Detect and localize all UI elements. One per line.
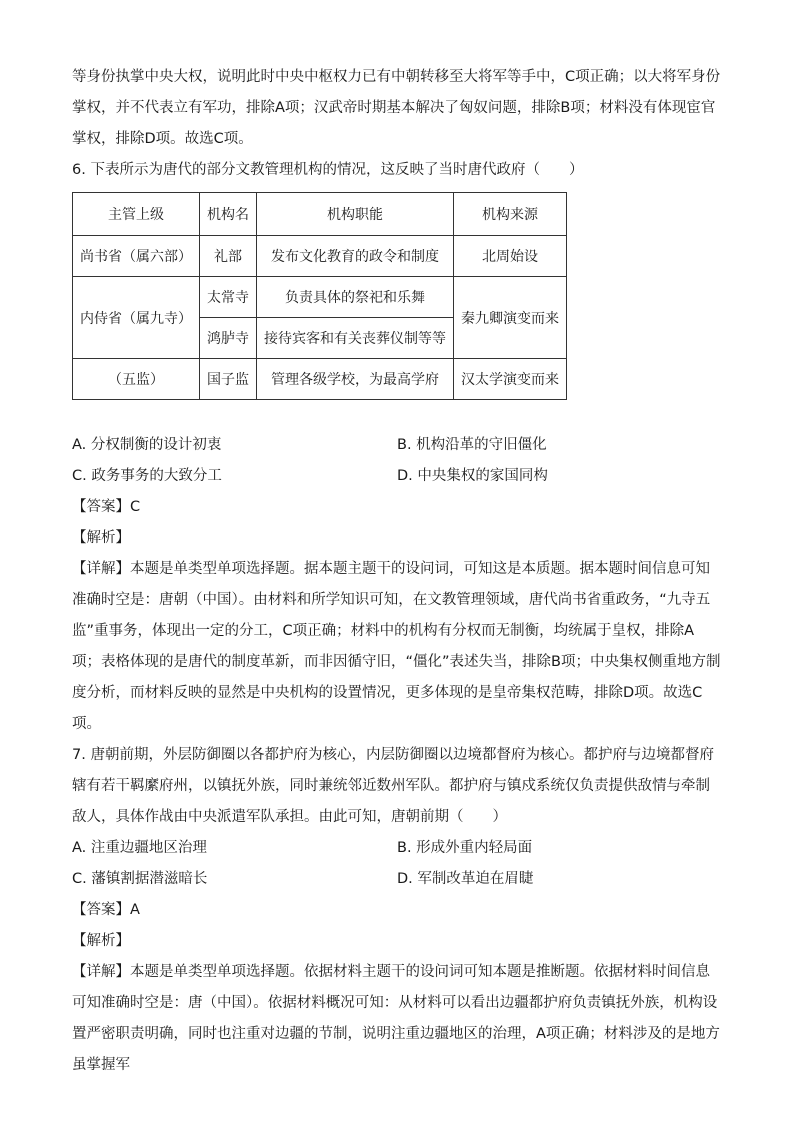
header-supervisor: 主管上级	[73, 193, 200, 236]
table-cell: 内侍省（属九寺）	[73, 277, 200, 359]
header-function: 机构职能	[257, 193, 454, 236]
table-cell: 负责具体的祭祀和乐舞	[257, 277, 454, 318]
option-c: C. 藩镇割据潜滋暗长	[72, 871, 208, 887]
question-7-stem: 7. 唐朝前期，外层防御圈以各都护府为核心，内层防御圈以边境都督府为核心。都护府与边境都督府辖有若干羁縻府州，以镇抚外族，同时兼统邻近数州军队。都护府与镇戍系统仅负责提供敌情与牵制敌人，具体作战由中央派遣军队承担。由此可知，唐朝前期（ ）	[72, 747, 714, 825]
header-institution: 机构名	[200, 193, 257, 236]
question-6-detail: 【详解】本题是单类型单项选择题。据本题主题干的设问词，可知这是本质题。据本题时间信息可知准确时空是：唐朝（中国）。由材料和所学知识可知，在文教管理领域，唐代尚书省重政务，“九寺五监”重事务，体现出一定的分工，C项正确；材料中的机构有分权而无制衡，均统属于皇权，排除A项；表格体现的是唐代的制度革新，而非因循守旧，“僵化”表述失当，排除B项；中央集权侧重地方制度分析，而材料反映的显然是中央机构的设置情况，更多体现的是皇帝集权范畴，排除D项。故选C项。	[72, 561, 721, 732]
table-cell: 尚书省（属六部）	[73, 236, 200, 277]
table-cell: 礼部	[200, 236, 257, 277]
table-row	[73, 277, 567, 318]
option-b: B. 形成外重内轻局面	[397, 840, 533, 856]
question-7-options	[72, 833, 722, 895]
question-6-analysis-label: 【解析】	[72, 530, 130, 546]
table-cell: 北周始设	[454, 236, 567, 277]
table-cell: 接待宾客和有关丧葬仪制等等	[257, 318, 454, 359]
question-7-analysis-label: 【解析】	[72, 933, 130, 949]
table-row	[73, 359, 567, 400]
option-b: B. 机构沿革的守旧僵化	[397, 437, 547, 453]
option-d: D. 中央集权的家国同构	[397, 468, 548, 484]
paragraph-q5-explanation: 等身份执掌中央大权，说明此时中央中枢权力已有中朝转移至大将军等手中，C项正确；以大将军身份掌权，并不代表立有军功，排除A项；汉武帝时期基本解决了匈奴问题，排除B项；材料没有体现宦官掌权，排除D项。故选C项。	[72, 69, 721, 147]
question-6-options	[72, 430, 722, 492]
document-page	[72, 62, 722, 1081]
option-d: D. 军制改革迫在眉睫	[397, 871, 534, 887]
table-cell: 太常寺	[200, 277, 257, 318]
table-cell: 汉太学演变而来	[454, 359, 567, 400]
table-cell: 国子监	[200, 359, 257, 400]
question-7-detail: 【详解】本题是单类型单项选择题。依据材料主题干的设问词可知本题是推断题。依据材料时间信息可知准确时空是：唐（中国）。依据材料概况可知：从材料可以看出边疆都护府负责镇抚外族，机构设置严密职责明确，同时也注重对边疆的节制，说明注重边疆地区的治理，A项正确；材料涉及的是地方虽掌握军	[72, 964, 720, 1073]
table-cell: 鸿胪寺	[200, 318, 257, 359]
question-7-answer: 【答案】A	[72, 902, 140, 918]
table-cell: 秦九卿演变而来	[454, 277, 567, 359]
table-cell: （五监）	[73, 359, 200, 400]
table-cell: 管理各级学校，为最高学府	[257, 359, 454, 400]
option-c: C. 政务事务的大致分工	[72, 468, 222, 484]
option-a: A. 分权制衡的设计初衷	[72, 437, 222, 453]
question-6-answer: 【答案】C	[72, 499, 141, 515]
option-a: A. 注重边疆地区治理	[72, 840, 207, 856]
question-6-stem: 6. 下表所示为唐代的部分文教管理机构的情况，这反映了当时唐代政府（ ）	[72, 162, 584, 178]
table-row	[73, 236, 567, 277]
header-origin: 机构来源	[454, 193, 567, 236]
table-cell: 发布文化教育的政令和制度	[257, 236, 454, 277]
institution-table	[72, 192, 567, 400]
table-header-row	[73, 193, 567, 236]
